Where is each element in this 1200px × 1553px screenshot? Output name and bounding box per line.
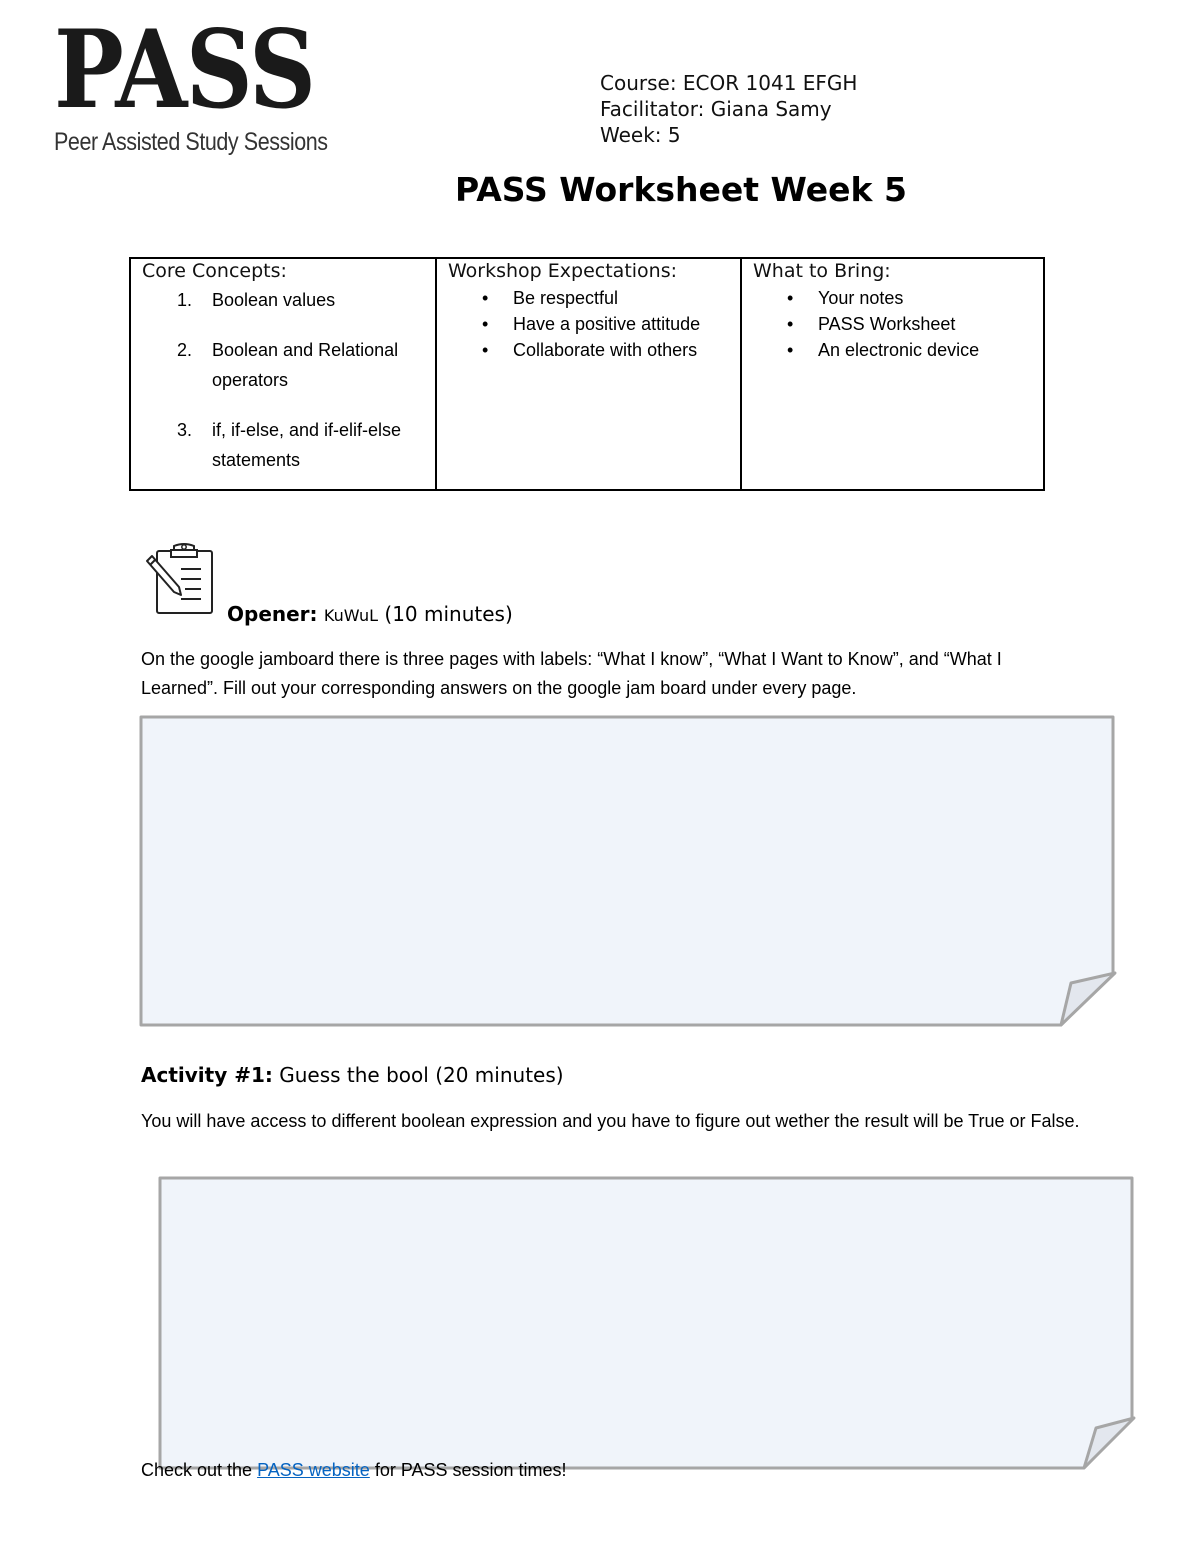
opener-duration: (10 minutes) (384, 602, 513, 626)
list-item (753, 285, 979, 311)
list-item (448, 285, 700, 311)
list-number: 3. (177, 420, 193, 440)
opener-heading (227, 602, 513, 626)
footer-text-before: Check out the (141, 1460, 258, 1480)
list-item (142, 335, 427, 395)
list-item (448, 337, 700, 363)
list-number: 1. (177, 290, 193, 310)
activity-1-instructions: You will have access to different boolean expression and you have to figure out wether the result will be True or False. (141, 1111, 1080, 1131)
opener-instructions: On the google jamboard there is three pages with labels: “What I know”, “What I Want to Know”, and “What I Learned”. Fill out your corresponding answers on the google jam board under every page. (141, 649, 1002, 698)
footer-note (141, 1456, 567, 1485)
activity-1-label: Activity #1: (141, 1063, 273, 1087)
expectations-cell (437, 259, 742, 489)
bullet-icon: • (482, 288, 489, 308)
activity-1-heading (141, 1063, 564, 1087)
list-item-text: Boolean and Relational operators (212, 340, 399, 390)
logo-tagline: Peer Assisted Study Sessions (54, 128, 328, 156)
activity-1-duration: (20 minutes) (435, 1063, 564, 1087)
pass-logo (52, 7, 328, 172)
footer-text-after: for PASS session times! (369, 1460, 567, 1480)
bullet-icon: • (787, 288, 794, 308)
activity-1-name: Guess the bool (279, 1063, 429, 1087)
core-concepts-cell (131, 259, 437, 489)
bullet-icon: • (787, 340, 794, 360)
list-number: 2. (177, 340, 193, 360)
what-to-bring-cell (742, 259, 1043, 489)
bullet-icon: • (482, 314, 489, 334)
clipboard-pencil-icon (141, 541, 217, 617)
opener-answer-box[interactable] (139, 715, 1119, 1029)
what-to-bring-list (753, 285, 979, 363)
list-item (448, 311, 700, 337)
list-item-text: Have a positive attitude (513, 314, 701, 334)
activity-1-answer-box[interactable] (158, 1176, 1138, 1472)
list-item-text: Your notes (818, 288, 904, 308)
list-item-text: Be respectful (513, 288, 619, 308)
week-line: Week: 5 (600, 123, 681, 147)
list-item-text: if, if-else, and if-elif-else statements (212, 420, 402, 470)
core-concepts-header: Core Concepts: (142, 260, 287, 282)
list-item (753, 311, 979, 337)
list-item (142, 285, 427, 315)
pass-website-link[interactable]: PASS website (257, 1460, 370, 1480)
bullet-icon: • (482, 340, 489, 360)
list-item-text: Boolean values (212, 290, 336, 310)
expectations-list (448, 285, 700, 363)
course-meta (600, 70, 857, 148)
list-item-text: PASS Worksheet (818, 314, 956, 334)
facilitator-line: Facilitator: Giana Samy (600, 97, 832, 121)
list-item-text: Collaborate with others (513, 340, 698, 360)
overview-table (129, 257, 1045, 491)
list-item (753, 337, 979, 363)
course-line: Course: ECOR 1041 EFGH (600, 71, 858, 95)
what-to-bring-header: What to Bring: (753, 260, 891, 282)
logo-wordmark: PASS (54, 7, 315, 133)
expectations-header: Workshop Expectations: (448, 260, 678, 282)
list-item (142, 415, 427, 475)
page-title: PASS Worksheet Week 5 (455, 170, 907, 209)
list-item-text: An electronic device (818, 340, 980, 360)
opener-name: KuWuL (323, 606, 379, 625)
bullet-icon: • (787, 314, 794, 334)
core-concepts-list (142, 285, 427, 495)
opener-label: Opener: (227, 602, 318, 626)
